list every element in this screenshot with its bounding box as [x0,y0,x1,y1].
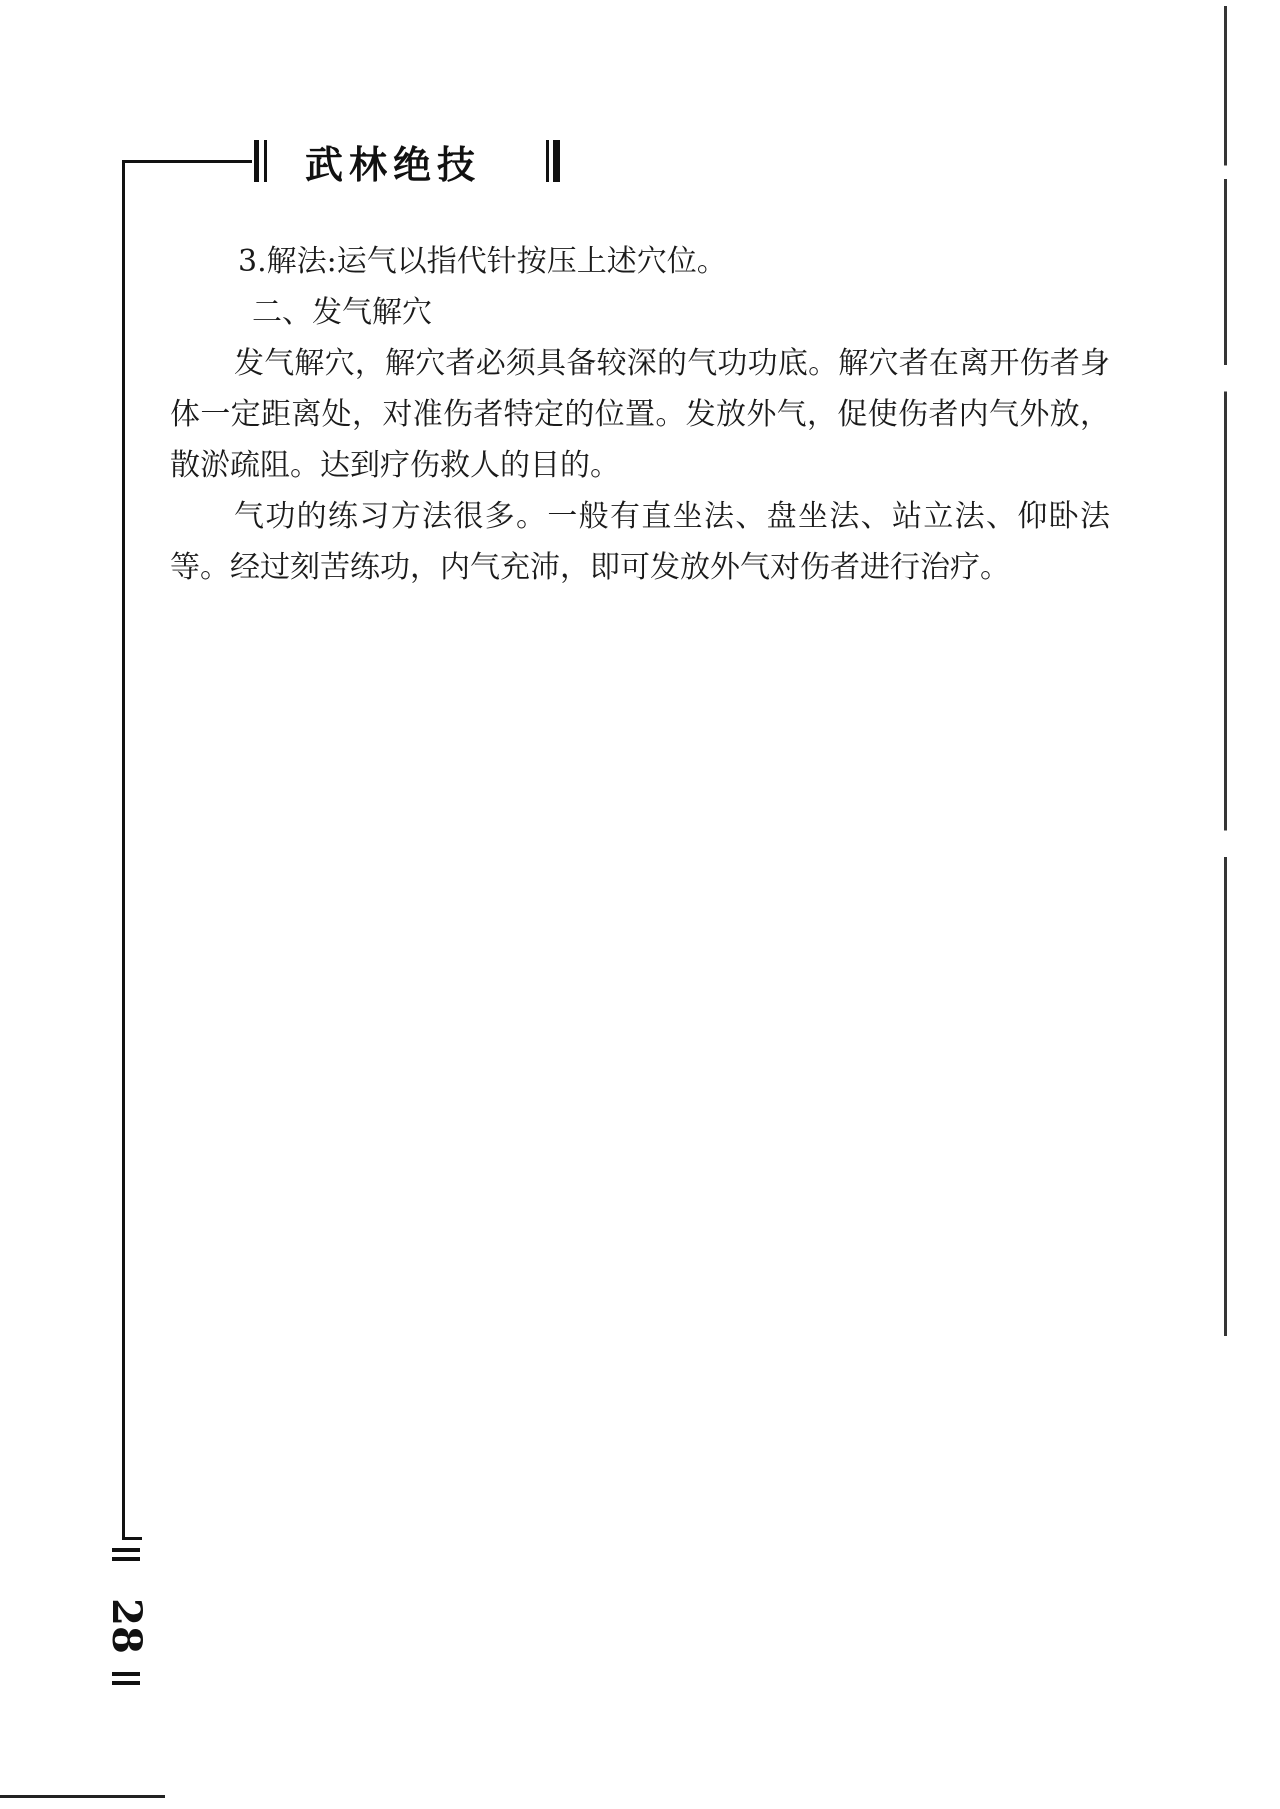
page-number: 28 [103,1598,150,1654]
section-heading: 二、发气解穴 [252,295,432,330]
page-number-ornament [112,1672,140,1690]
page-frame-left-rule [122,160,125,1540]
paragraph: 气功的练习方法很多。一般有直坐法、盘坐法、站立法、仰卧法等。经过刻苦练功，内气充沛，即可发放外气对伤者进行治疗。 [170,499,1110,585]
binding-edge-marks [1224,6,1227,1336]
header-bar-ornament [254,140,259,182]
paragraph: 发气解穴，解穴者必须具备较深的气功功底。解穴者在离开伤者身体一定距离处，对准伤者特定的位置。发放外气，促使伤者内气外放，散淤疏阻。达到疗伤救人的目的。 [170,346,1110,483]
frame-bottom-rule [122,1537,142,1540]
scan-edge-rule [0,1795,165,1798]
body-text [170,236,1110,593]
header-bar-ornament [553,140,560,182]
header-rule [122,160,252,163]
header-bar-ornament [264,140,267,182]
page-number-ornament [112,1548,140,1566]
running-title: 武林绝技 [305,143,482,187]
solution-line: 3.解法:运气以指代针按压上述穴位。 [238,244,727,279]
header-bar-ornament [546,140,549,182]
